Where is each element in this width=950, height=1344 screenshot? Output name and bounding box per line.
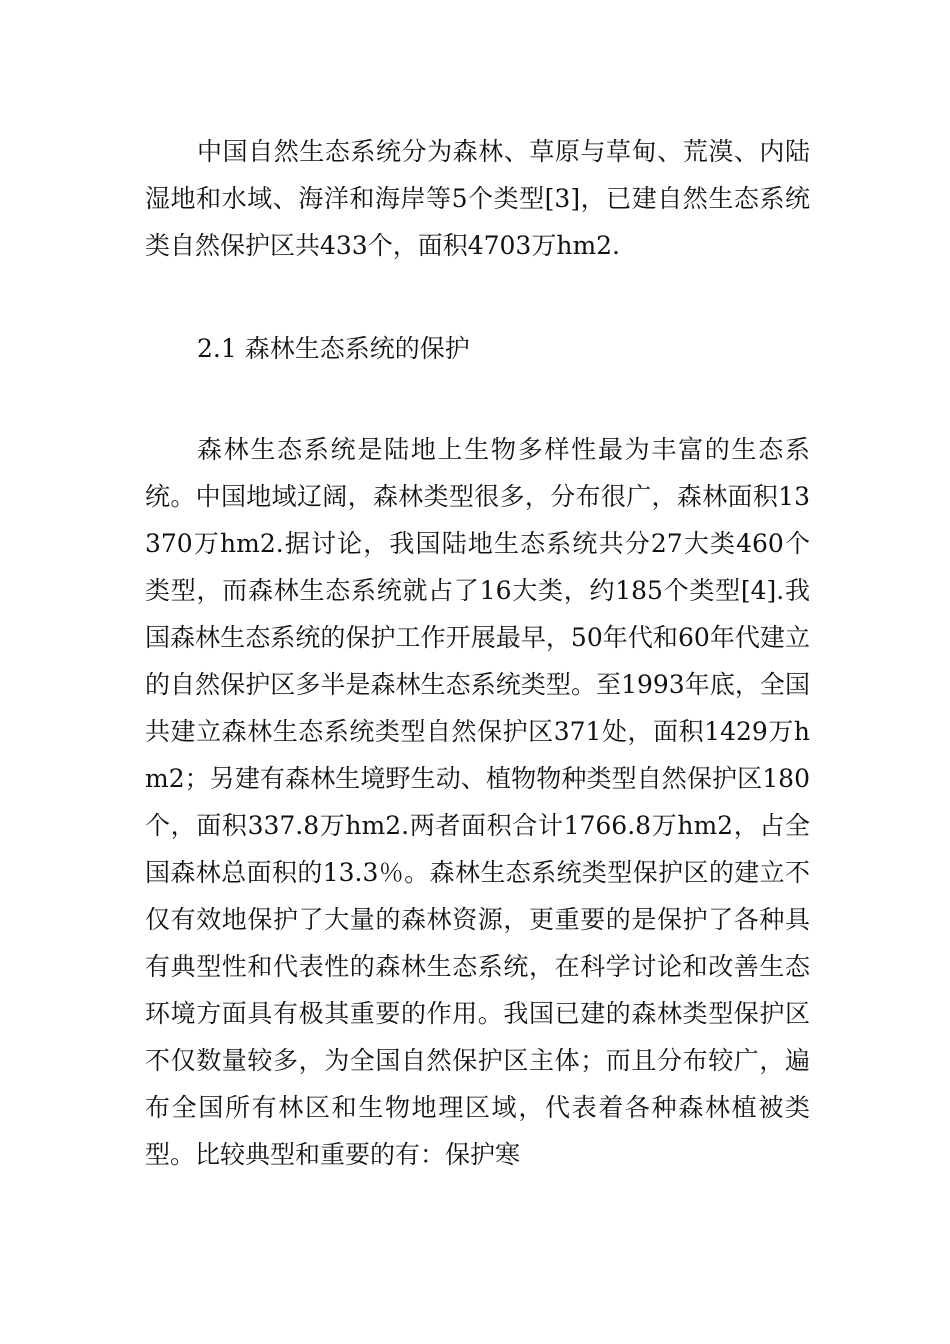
section-heading: 2.1 森林生态系统的保护 — [197, 334, 470, 363]
forest-ecosystem-paragraph: 森林生态系统是陆地上生物多样性最为丰富的生态系统。中国地域辽阔，森林类型很多，分布很广，森林面积13370万hm2.据讨论，我国陆地生态系统共分27大类460个类型，而森林生态系统就占了16大类，约185个类型[4].我国森林生态系统的保护工作开展最早，50年代和60年代建立的自然保护区多半是森林生态系统类型。至1993年底，全国共建立森林生态系统类型自然保护区371处，面积1429万hm2；另建有森林生境野生动、植物物种类型自然保护区180个，面积337.8万hm2.两者面积合计1766.8万hm2，占全国森林总面积的13.3％。森林生态系统类型保护区的建立不仅有效地保护了大量的森林资源，更重要的是保护了各种具有典型性和代表性的森林生态系统，在科学讨论和改善生态环境方面具有极其重要的作用。我国已建的森林类型保护区不仅数量较多，为全国自然保护区主体；而且分布较广，遍布全国所有林区和生物地理区域，代表着各种森林植被类型。比较典型和重要的有：保护寒 — [145, 435, 810, 1169]
intro-paragraph: 中国自然生态系统分为森林、草原与草甸、荒漠、内陆湿地和水域、海洋和海岸等5个类型[3]，已建自然生态系统类自然保护区共433个，面积4703万hm2. — [145, 137, 810, 260]
